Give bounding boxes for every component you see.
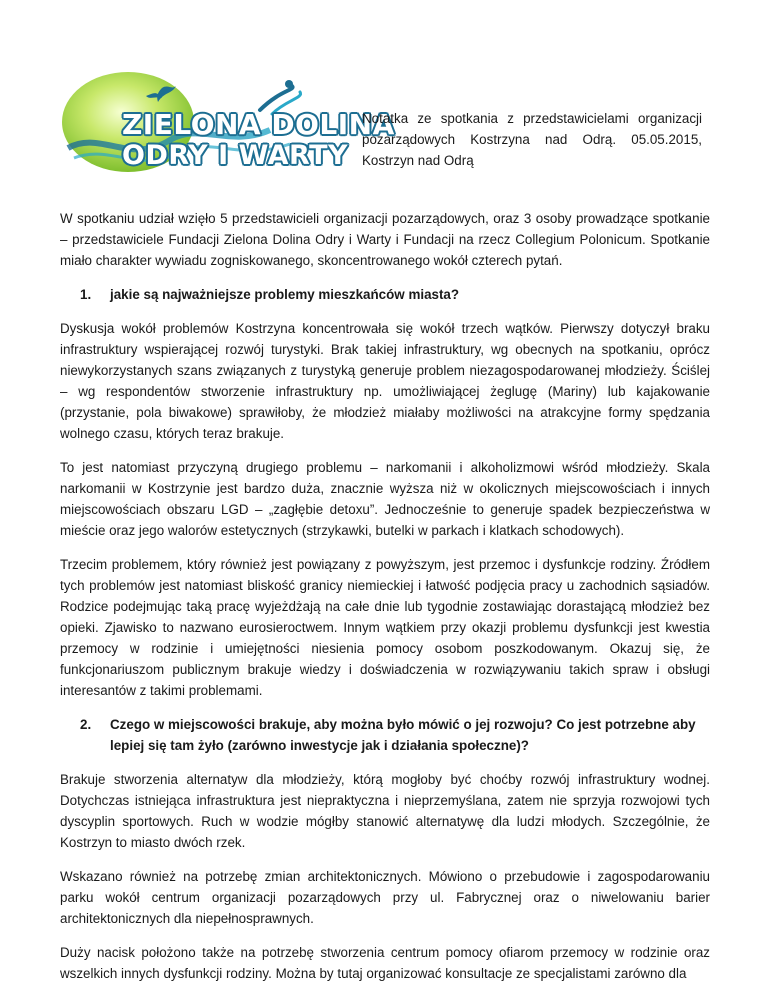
question-heading bbox=[60, 714, 710, 756]
question-text: Czego w miejscowości brakuje, aby można było mówić o jej rozwoju? Co jest potrzebne aby lepiej się tam żyło (zarówno inwestycje jak i działania społeczne)? bbox=[110, 717, 696, 753]
logo-text-line1: ZIELONA DOLINA bbox=[122, 108, 395, 141]
question-number: 2. bbox=[80, 717, 92, 732]
paragraph: Duży nacisk położono także na potrzebę stworzenia centrum pomocy ofiarom przemocy w rodzinie oraz wszelkich innych dysfunkcji rodziny. Można by tutaj organizować konsultacje ze specjalistami zarówno dla bbox=[60, 945, 710, 981]
paragraph: Trzecim problemem, który również jest powiązany z powyższym, jest przemoc i dysfunkcje rodziny. Źródłem tych problemów jest natomiast bliskość granicy niemieckiej i łatwość podjęcia pracy u zachodnich sąsiadów. Rodzice podejmując taką pracę wyjeżdżają na całe dnie lub tygodnie zostawiając dorastającą młodzież bez opieki. Zjawisko to nazwano eurosieroctwem. Innym wątkiem przy okazji problemu dysfunkcji jest kwestia przemocy w rodzinie i umiejętności niesienia pomocy osobom poszkodowanym. Okazuj się, że funkcjonariuszom publicznym brakuje wiedzy i doświadczenia w rozwiązywaniu takich spraw i obsługi interesantów z takimi problemami. bbox=[60, 557, 710, 698]
intro-paragraph: W spotkaniu udział wzięło 5 przedstawicieli organizacji pozarządowych, oraz 3 osoby prowadzące spotkanie – przedstawiciele Fundacji Zielona Dolina Odry i Warty i Fundacji na rzecz Collegium Polonicum. Spotkanie miało charakter wywiadu zogniskowanego, skoncentrowanego wokół czterech pytań. bbox=[60, 211, 710, 268]
document-body bbox=[60, 208, 710, 997]
document-header bbox=[60, 70, 710, 190]
paragraph: Wskazano również na potrzebę zmian architektonicznych. Mówiono o przebudowie i zagospodarowaniu parku wokół centrum organizacji pozarządowych przy ul. Fabrycznej oraz o niwelowaniu barier architektonicznych dla niepełnosprawnych. bbox=[60, 869, 710, 926]
logo-text-line2: ODRY I WARTY bbox=[122, 140, 349, 171]
zielona-dolina-logo bbox=[60, 70, 395, 185]
question-number: 1. bbox=[80, 287, 92, 302]
header-note: Notatka ze spotkania z przedstawicielami organizacji pozarządowych Kostrzyna nad Odrą. 05.05.2015, Kostrzyn nad Odrą bbox=[362, 111, 702, 168]
paragraph: Brakuje stworzenia alternatyw dla młodzieży, którą mogłoby być choćby rozwój infrastruktury wodnej. Dotychczas istniejąca infrastruktura jest niepraktyczna i nieprzemyślana, zatem nie sprzyja rozwojowi tych dyscyplin sportowych. Ruch w wodzie mógłby stanowić alternatywę dla ludzi młodych. Szczególnie, że Kostrzyn to miasto dwóch rzek. bbox=[60, 772, 710, 850]
question-heading bbox=[60, 284, 710, 305]
paragraph: To jest natomiast przyczyną drugiego problemu – narkomanii i alkoholizmowi wśród młodzieży. Skala narkomanii w Kostrzynie jest bardzo duża, znacznie wyższa niż w okolicznych miejscowościach i innych miejscowościach obszaru LGD – „zagłębie detoxu”. Jednocześnie to generuje spadek bezpieczeństwa w mieście oraz jego walorów estetycznych (strzykawki, butelki w parkach i klatkach schodowych). bbox=[60, 460, 710, 538]
question-text: jakie są najważniejsze problemy mieszkańców miasta? bbox=[110, 287, 460, 302]
paragraph: Dyskusja wokół problemów Kostrzyna koncentrowała się wokół trzech wątków. Pierwszy dotyczył braku infrastruktury wspierającej rozwój turystyki. Brak takiej infrastruktury, wg obecnych na spotkaniu, oprócz niewykorzystanych szans związanych z turystyką generuje problem niezagospodarowanej młodzieży. Ściślej – wg respondentów stworzenie infrastruktury np. umożliwiającej żeglugę (Mariny) lub kajakowanie (przystanie, pola biwakowe) sprawiłoby, że młodzież miałaby możliwości na atrakcyjne formy spędzania wolnego czasu, których teraz brakuje. bbox=[60, 321, 710, 441]
